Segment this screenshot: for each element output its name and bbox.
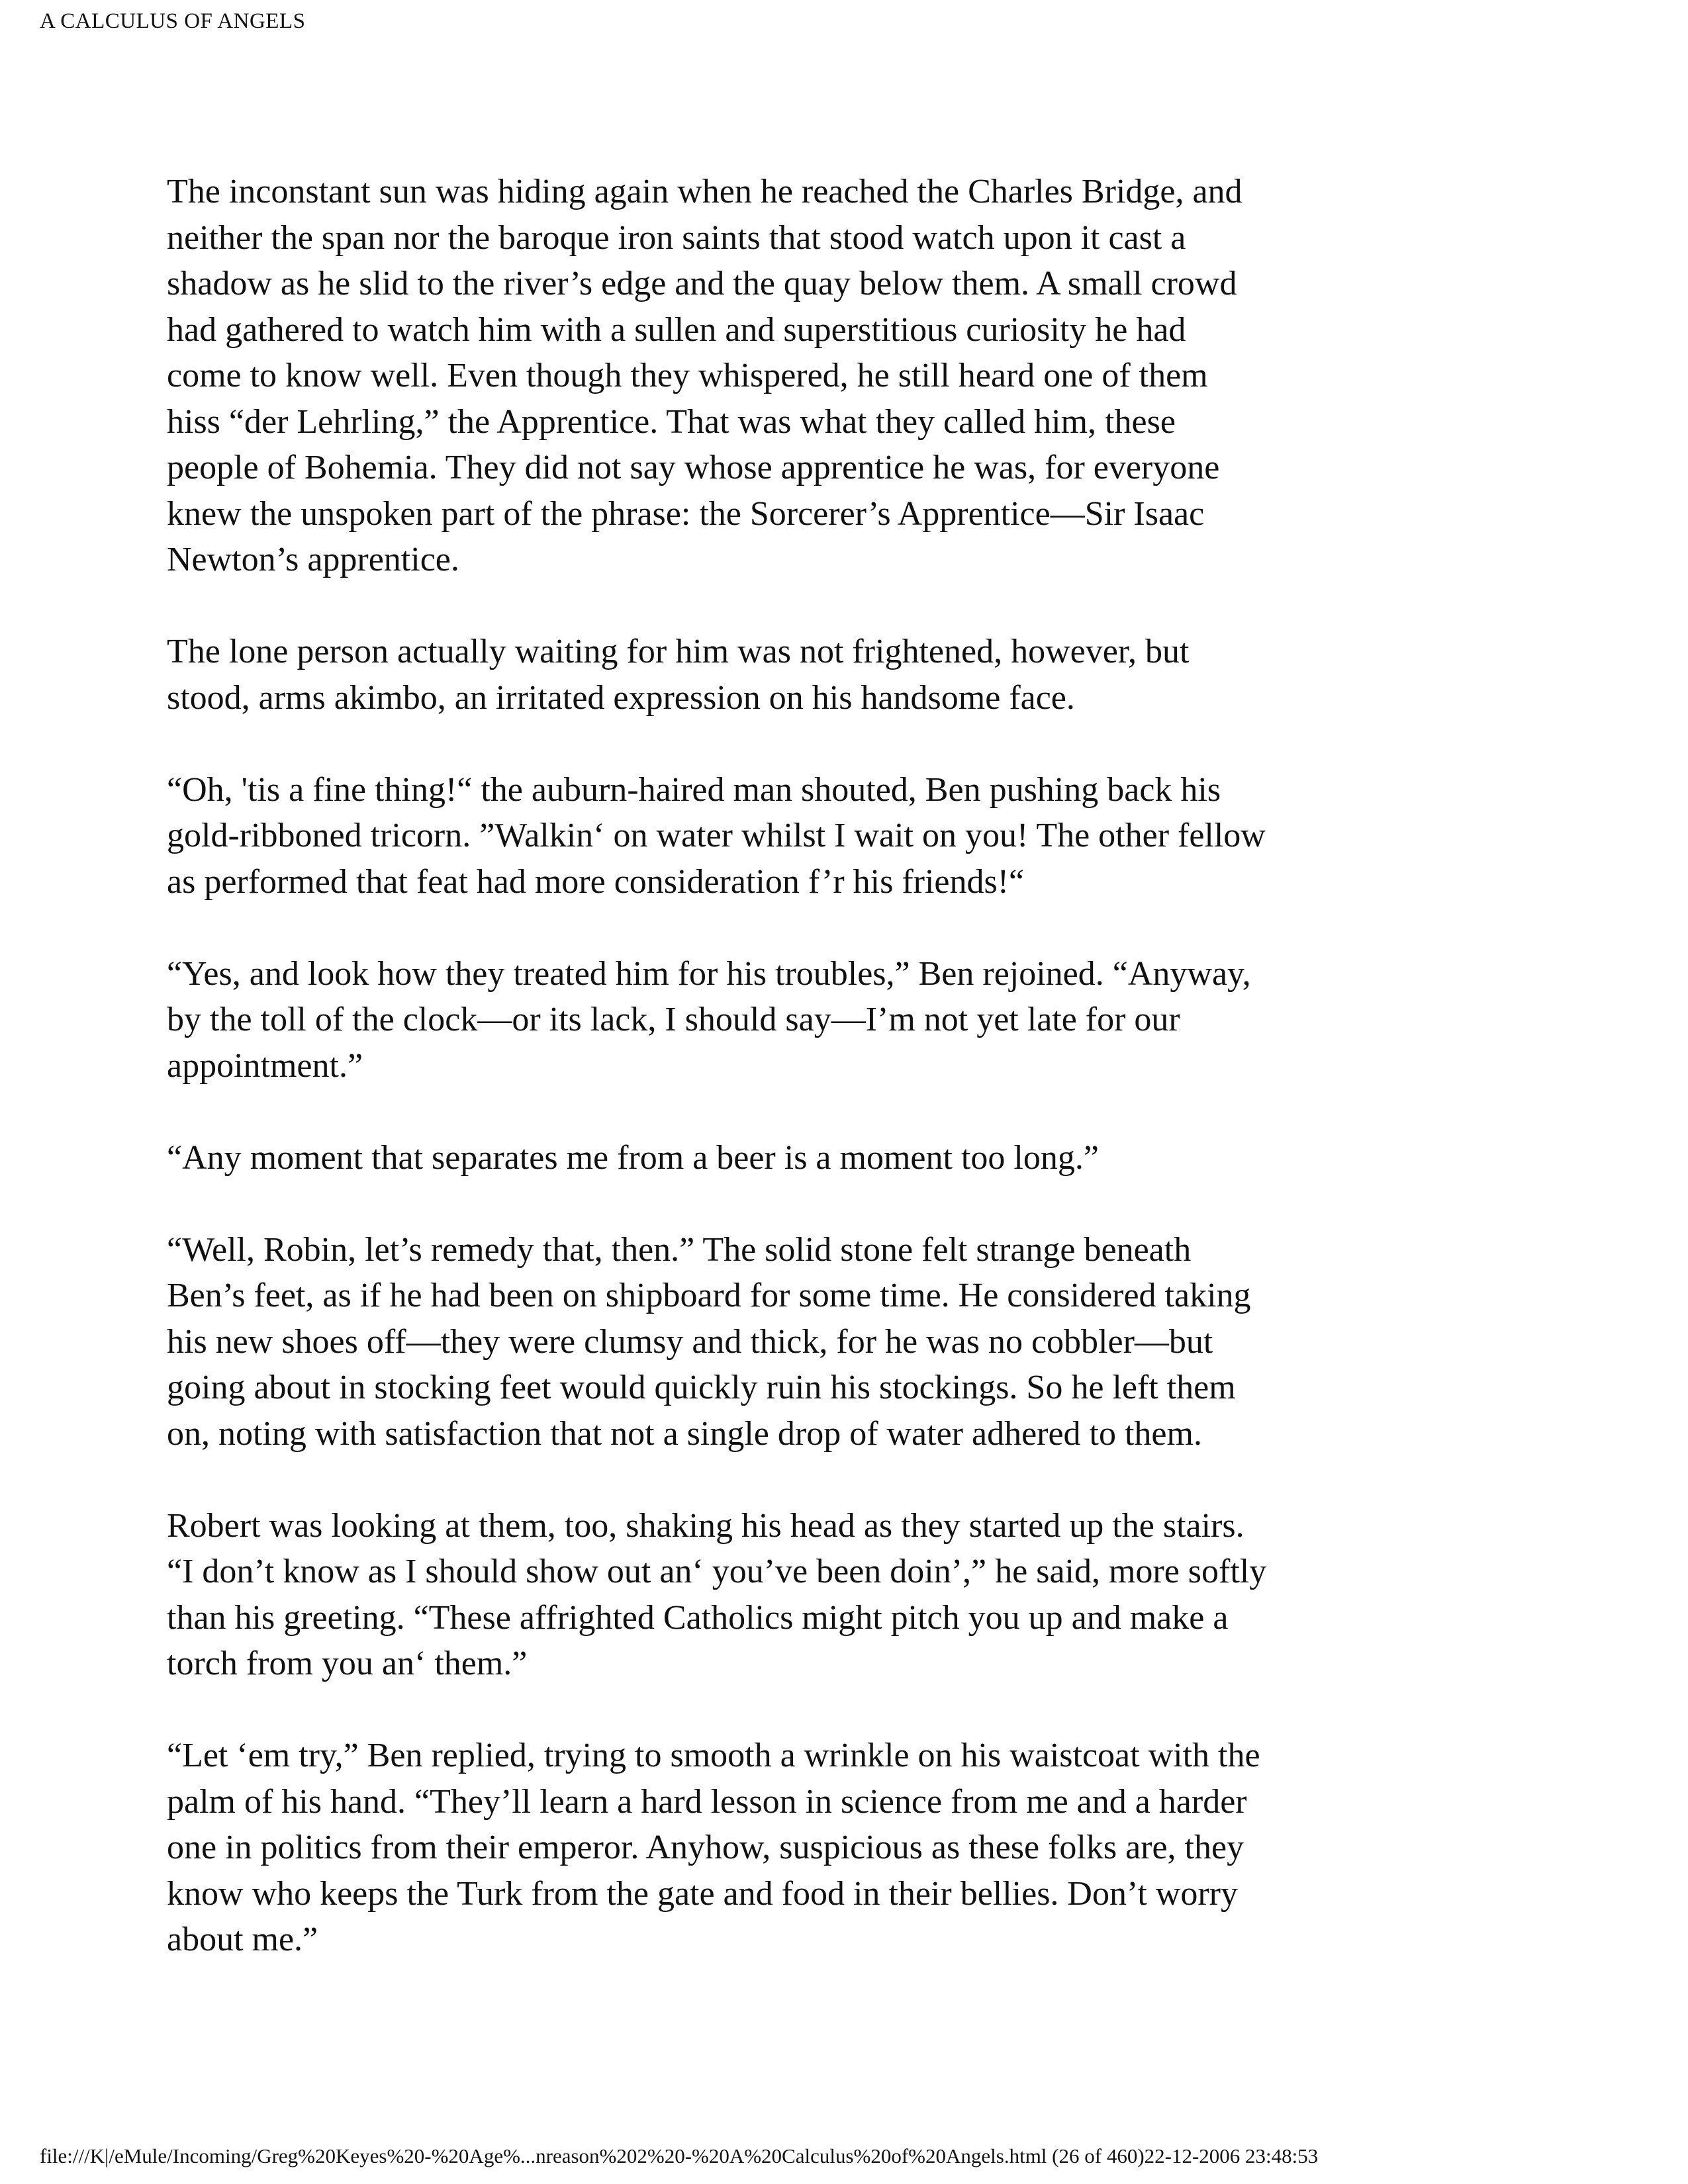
paragraph [167, 169, 1544, 583]
text-line: neither the span nor the baroque iron saints that stood watch upon it cast a [167, 218, 1186, 257]
document-body [167, 169, 1544, 2009]
text-line: torch from you an‘ them.” [167, 1645, 528, 1682]
paragraph [167, 951, 1544, 1089]
text-line: hiss “der Lehrling,” the Apprentice. That was what they called him, these [167, 402, 1176, 441]
page-footer-file-path: file:///K|/eMule/Incoming/Greg%20Keyes%20-%20Age%...nreason%202%20-%20A%20Calculus%20of%20Angels.html (26 of 460)22-12-2006 23:48:53 [40, 2144, 1319, 2167]
text-line: going about in stocking feet would quickly ruin his stockings. So he left them [167, 1369, 1236, 1406]
paragraph [167, 767, 1544, 905]
text-line: “I don’t know as I should show out an‘ you’ve been doin’,” he said, more softly [167, 1553, 1267, 1590]
text-line: “Let ‘em try,” Ben replied, trying to smooth a wrinkle on his waistcoat with the [167, 1737, 1260, 1774]
text-line: about me.” [167, 1921, 318, 1958]
text-line: know who keeps the Turk from the gate and food in their bellies. Don’t worry [167, 1874, 1238, 1913]
text-line: come to know well. Even though they whispered, he still heard one of them [167, 357, 1208, 394]
paragraph [167, 1503, 1544, 1687]
text-line: The inconstant sun was hiding again when he reached the Charles Bridge, and [167, 173, 1243, 210]
text-line: “Oh, 'tis a fine thing!“ the auburn-haired man shouted, Ben pushing back his [167, 770, 1221, 809]
text-line: Newton’s apprentice. [167, 541, 459, 578]
text-line: “Any moment that separates me from a beer is a moment too long.” [167, 1138, 1099, 1177]
page-header: A CALCULUS OF ANGELS [40, 9, 306, 33]
text-line: had gathered to watch him with a sullen and superstitious curiosity he had [167, 310, 1186, 349]
text-line: gold-ribboned tricorn. ”Walkin‘ on water whilst I wait on you! The other fellow [167, 817, 1266, 854]
text-line: “Well, Robin, let’s remedy that, then.” The solid stone felt strange beneath [167, 1230, 1192, 1269]
text-line: as performed that feat had more consideration f’r his friends!“ [167, 862, 1025, 901]
text-line: on, noting with satisfaction that not a single drop of water adhered to them. [167, 1414, 1202, 1453]
text-line: by the toll of the clock—or its lack, I should say—I’m not yet late for our [167, 1001, 1180, 1038]
text-line: “Yes, and look how they treated him for his troubles,” Ben rejoined. “Anyway, [167, 954, 1251, 993]
text-line: The lone person actually waiting for him was not frightened, however, but [167, 633, 1190, 670]
text-line: appointment.” [167, 1046, 363, 1085]
text-line: stood, arms akimbo, an irritated expression on his handsome face. [167, 678, 1075, 717]
text-line: palm of his hand. “They’ll learn a hard lesson in science from me and a harder [167, 1782, 1247, 1821]
paragraph [167, 1227, 1544, 1457]
text-line: shadow as he slid to the river’s edge and the quay below them. A small crowd [167, 265, 1237, 302]
text-line: people of Bohemia. They did not say whose apprentice he was, for everyone [167, 449, 1220, 486]
paragraph [167, 629, 1544, 721]
text-line: Ben’s feet, as if he had been on shipboard for some time. He considered taking [167, 1277, 1251, 1314]
text-line: one in politics from their emperor. Anyhow, suspicious as these folks are, they [167, 1829, 1244, 1866]
text-line: than his greeting. “These affrighted Catholics might pitch you up and make a [167, 1598, 1229, 1637]
text-line: his new shoes off—they were clumsy and thick, for he was no cobbler—but [167, 1322, 1213, 1361]
text-line: knew the unspoken part of the phrase: the Sorcerer’s Apprentice—Sir Isaac [167, 494, 1205, 533]
text-line: Robert was looking at them, too, shaking his head as they started up the stairs. [167, 1506, 1244, 1545]
paragraph [167, 1733, 1544, 1963]
paragraph [167, 1135, 1544, 1181]
